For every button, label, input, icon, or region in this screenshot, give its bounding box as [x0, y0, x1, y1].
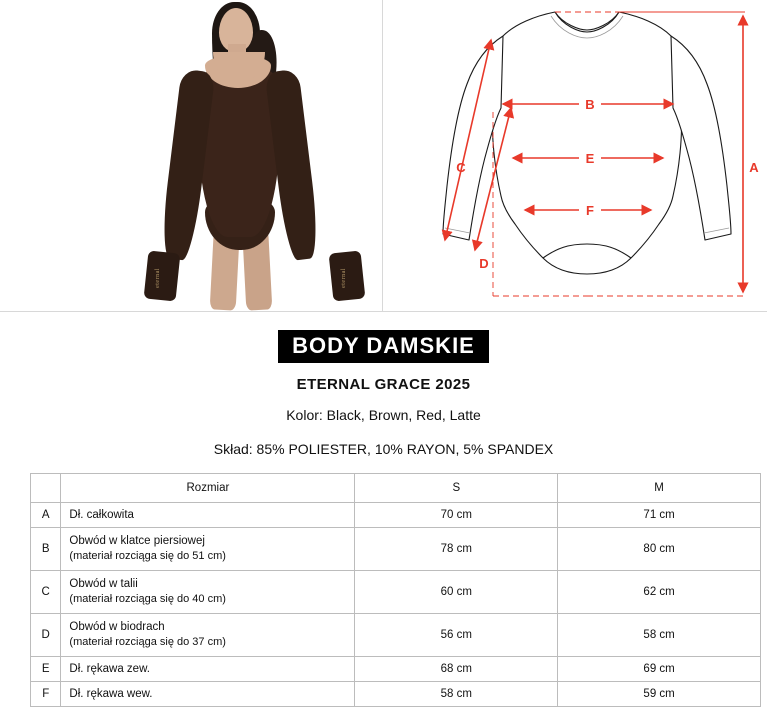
row-letter: D — [31, 614, 61, 657]
cuff-logo-right: eternal — [340, 268, 347, 288]
row-value-m: 71 cm — [558, 503, 761, 528]
row-measure-label: Obwód w talii — [69, 578, 138, 591]
page-title: BODY DAMSKIE — [278, 330, 489, 363]
cuff-logo-left: eternal — [154, 268, 161, 288]
row-measure-label: Obwód w klatce piersiowej — [69, 535, 205, 548]
row-measure-name — [61, 682, 355, 707]
header-letter — [31, 474, 61, 503]
collection-name: ETERNAL GRACE 2025 — [296, 376, 471, 394]
row-letter: A — [31, 503, 61, 528]
color-line: Kolor: Black, Brown, Red, Latte — [286, 407, 481, 424]
row-measure-note: (materiał rozciąga się do 37 cm) — [69, 636, 226, 649]
row-measure-name — [61, 657, 355, 682]
row-measure-note: (materiał rozciąga się do 51 cm) — [69, 550, 226, 563]
size-table — [30, 473, 761, 707]
header-size-m: M — [558, 474, 761, 503]
header-size-s: S — [355, 474, 558, 503]
row-value-s: 60 cm — [355, 571, 558, 614]
diagram-label-b: B — [585, 97, 595, 112]
row-value-s: 68 cm — [355, 657, 558, 682]
table-row — [31, 528, 761, 571]
row-measure-name — [61, 503, 355, 528]
title-block — [0, 312, 767, 457]
row-letter: C — [31, 571, 61, 614]
table-row — [31, 682, 761, 707]
row-letter: B — [31, 528, 61, 571]
row-value-m: 62 cm — [558, 571, 761, 614]
row-measure-label: Dł. rękawa zew. — [69, 662, 150, 675]
diagram-label-f: F — [586, 203, 594, 218]
row-measure-label: Dł. całkowita — [69, 508, 134, 521]
row-value-s: 78 cm — [355, 528, 558, 571]
composition-line: Skład: 85% POLIESTER, 10% RAYON, 5% SPANDEX — [213, 441, 554, 458]
table-header-row — [31, 474, 761, 503]
table-row — [31, 571, 761, 614]
images-row — [0, 0, 767, 312]
table-row — [31, 614, 761, 657]
row-value-m: 58 cm — [558, 614, 761, 657]
table-row — [31, 503, 761, 528]
technical-diagram — [383, 0, 767, 311]
row-value-m: 59 cm — [558, 682, 761, 707]
row-letter: F — [31, 682, 61, 707]
row-value-s: 70 cm — [355, 503, 558, 528]
model-cuff-left — [144, 250, 181, 301]
diagram-label-c: C — [456, 160, 466, 175]
row-measure-name — [61, 614, 355, 657]
diagram-label-a: A — [749, 160, 759, 175]
row-value-s: 56 cm — [355, 614, 558, 657]
row-value-m: 69 cm — [558, 657, 761, 682]
row-measure-name — [61, 571, 355, 614]
row-measure-note: (materiał rozciąga się do 40 cm) — [69, 593, 226, 606]
diagram-label-d: D — [479, 256, 489, 271]
row-measure-name — [61, 528, 355, 571]
row-letter: E — [31, 657, 61, 682]
row-value-m: 80 cm — [558, 528, 761, 571]
diagram-svg — [383, 0, 767, 311]
diagram-label-e: E — [585, 151, 595, 166]
model-cuff-right — [329, 250, 366, 301]
row-value-s: 58 cm — [355, 682, 558, 707]
row-measure-label: Obwód w biodrach — [69, 621, 165, 634]
header-size-label: Rozmiar — [61, 474, 355, 503]
product-photo — [0, 0, 383, 311]
model-illustration — [0, 0, 383, 311]
table-row — [31, 657, 761, 682]
row-measure-label: Dł. rękawa wew. — [69, 687, 153, 700]
